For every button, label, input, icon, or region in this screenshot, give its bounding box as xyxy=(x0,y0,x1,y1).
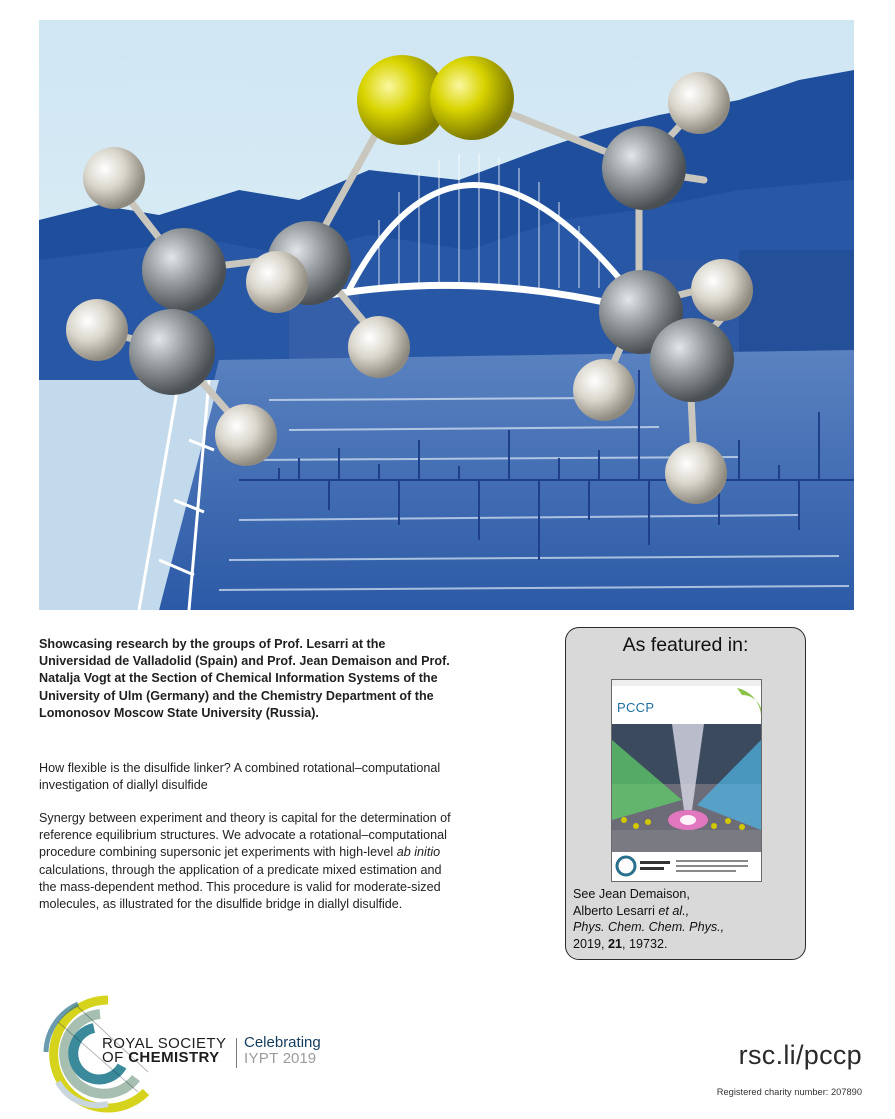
carbon-atom xyxy=(129,309,215,395)
rsc-wordmark-line1: ROYAL SOCIETY xyxy=(102,1035,227,1052)
citation-journal: Phys. Chem. Chem. Phys., xyxy=(573,920,725,935)
hydrogen-atom xyxy=(348,316,410,378)
hydrogen-atom xyxy=(573,359,635,421)
footer-divider xyxy=(236,1038,237,1068)
abstract-italic: ab initio xyxy=(396,845,441,860)
cover-journal-name: PCCP xyxy=(617,700,655,715)
research-groups-intro: Showcasing research by the groups of Prof. Lesarri at the Universidad de Valladolid (Spain) and Prof. Jean Demaison and Prof. Natalja Vogt at the Section of Chemical Information Systems of the University of Ulm (Germany) and the Chemistry Department of the Lomonosov Moscow State University (Russia). xyxy=(39,637,450,720)
citation-volume: 21 xyxy=(608,936,623,951)
hydrogen-atom xyxy=(246,251,308,313)
abstract-text: Synergy between experiment and theory is capital for the determination of reference equilibrium structures. We advocate a rotational–computational procedure combining supersonic jet experiments with high-level xyxy=(39,811,451,860)
hydrogen-atom xyxy=(665,442,727,504)
carbon-atom xyxy=(650,318,734,402)
citation-authors: Alberto Lesarri xyxy=(573,903,655,918)
sulfur-atom xyxy=(430,56,514,140)
rsc-wordmark-of: OF xyxy=(102,1049,129,1066)
hydrogen-atom xyxy=(66,299,128,361)
celebrating-label: Celebrating xyxy=(244,1034,321,1051)
rsc-wordmark-chemistry: CHEMISTRY xyxy=(128,1049,220,1066)
citation xyxy=(573,886,801,952)
article-abstract xyxy=(39,810,459,913)
rsc-wordmark xyxy=(102,1037,226,1065)
citation-year: 2019, xyxy=(573,936,609,951)
hydrogen-atom xyxy=(83,147,145,209)
molecule-bridge-illustration xyxy=(39,20,854,610)
journal-cover-thumbnail[interactable] xyxy=(611,679,762,882)
iypt-label: IYPT xyxy=(244,1050,279,1067)
journal-short-link[interactable]: rsc.li/pccp xyxy=(738,1040,862,1070)
hydrogen-atom xyxy=(215,404,277,466)
citation-line1: See Jean Demaison, xyxy=(573,887,690,901)
carbon-atom xyxy=(602,126,686,210)
iypt-celebration xyxy=(244,1035,321,1067)
iypt-year: 2019 xyxy=(278,1050,317,1067)
featured-heading: As featured in: xyxy=(622,634,749,656)
article-title: How flexible is the disulfide linker? A combined rotational–computational investigation of diallyl disulfide xyxy=(39,761,441,793)
abstract-text-end: calculations, through the application of a predicate mixed estimation and the mass-dependent method. This procedure is valid for moderate-sized molecules, as illustrated for the disulfide bridge in diallyl disulfide. xyxy=(39,862,442,912)
hydrogen-atom xyxy=(668,72,730,134)
cover-artwork xyxy=(39,20,854,610)
citation-pages: , 19732. xyxy=(622,936,668,951)
hydrogen-atom xyxy=(691,259,753,321)
carbon-atom xyxy=(142,228,226,312)
featured-in-box xyxy=(565,627,806,960)
citation-etal: et al., xyxy=(658,903,690,918)
charity-number: Registered charity number: 207890 xyxy=(716,1087,862,1097)
